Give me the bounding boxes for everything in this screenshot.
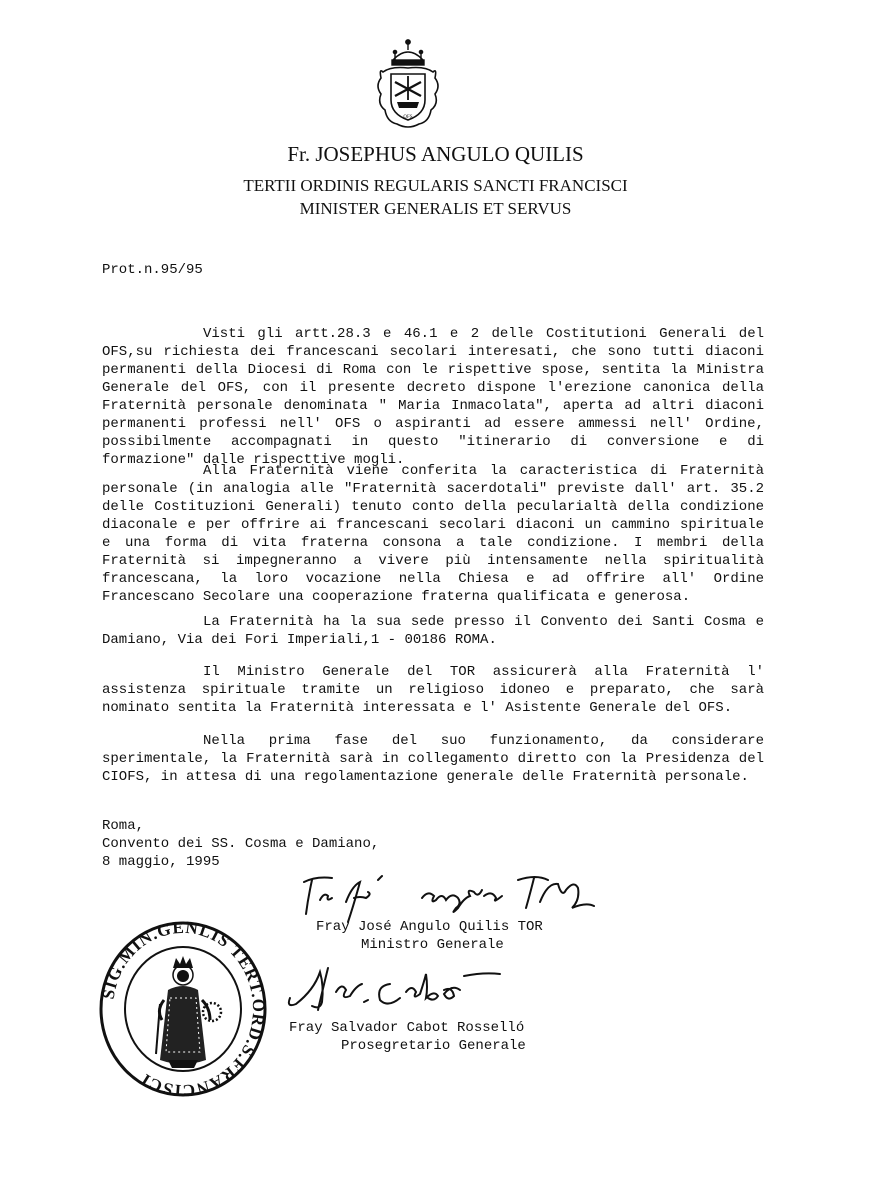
signatory-2-title: Prosegretario Generale <box>341 1038 526 1054</box>
crest-motto: OFS <box>403 115 413 120</box>
crest-emblem <box>373 38 443 134</box>
closing-place: Roma, <box>102 818 145 834</box>
closing-convent: Convento dei SS. Cosma e Damiano, <box>102 836 380 852</box>
signature-1 <box>316 918 543 954</box>
closing-date: 8 maggio, 1995 <box>102 854 220 870</box>
header-office: MINISTER GENERALIS ET SERVUS <box>299 199 572 218</box>
paragraph-3: La Fraternità ha la sua sede presso il Convento dei Santi Cosma e Damiano, Via dei Fori Imperiali,1 - 00186 ROMA. <box>102 614 764 648</box>
protocol-number: Prot.n.95/95 <box>102 262 203 278</box>
signatory-1-name: Fray José Angulo Quilis TOR <box>316 919 543 935</box>
signatory-2-name: Fray Salvador Cabot Rosselló <box>289 1020 525 1036</box>
signatory-1-title: Ministro Generale <box>361 937 504 953</box>
closing-block <box>102 817 379 871</box>
signature-2 <box>289 1019 526 1055</box>
paragraph-2: Alla Fraternità viene conferita la caracteristica di Fraternità personale (in analogia alle "Fraternità sacerdotali" previste dall' art. 35.2 delle Costituzioni Generali) tenuto conto della pecularialtà della condizione diaconale e per offrire ai francescani secolari diaconi un cammino spirituale e una forma di vita fraterna consona a tale condizione. I membri della Fraternità si impegneranno a vivere più intensamente nella spiritualità francescana, la loro vocazione nella Chiesa e ad offrire all' Ordine Francescano Secolare una cooperazione fraterna qualificata e generosa. <box>102 463 764 605</box>
header-order: TERTII ORDINIS REGULARIS SANCTI FRANCISCI <box>243 176 628 195</box>
seal-figure <box>156 956 221 1068</box>
official-seal <box>98 920 268 1098</box>
handwritten-signature-2 <box>284 962 504 1014</box>
seal-inscription: SIG.MIN.GENLIS TERT.ORD.S.FRANCISCI <box>98 920 268 1098</box>
paragraph-4: Il Ministro Generale del TOR assicurerà alla Fraternità l' assistenza spirituale tramite un religioso idoneo e preparato, che sarà nominato sentita la Fraternità interessata e l' Asistente Generale del OFS. <box>102 664 764 716</box>
paragraph-1: Visti gli artt.28.3 e 46.1 e 2 delle Costitutioni Generali del OFS,su richiesta dei francescani secolari interesati, che sono tutti diaconi permanenti della Diocesi di Roma con le rispettive spose, sentita la Ministra Generale del OFS, con il presente decreto dispone l'erezione canonica della Fraternità personale denominata " Maria Inmacolata", aperta ad altri diaconi permanenti professi nell' OFS o aspiranti ad essere ammessi nell' Ordine, possibilmente accompagnati in questo "itinerario di conversione e di formazione" dalle rispecttive mogli. <box>102 326 764 468</box>
header-name: Fr. JOSEPHUS ANGULO QUILIS <box>287 142 584 166</box>
paragraph-5: Nella prima fase del suo funzionamento, da considerare sperimentale, la Fraternità sarà in collegamento diretto con la Presidenza del CIOFS, in attesa di una regolamentazione generale delle Fraternità personale. <box>102 733 764 785</box>
